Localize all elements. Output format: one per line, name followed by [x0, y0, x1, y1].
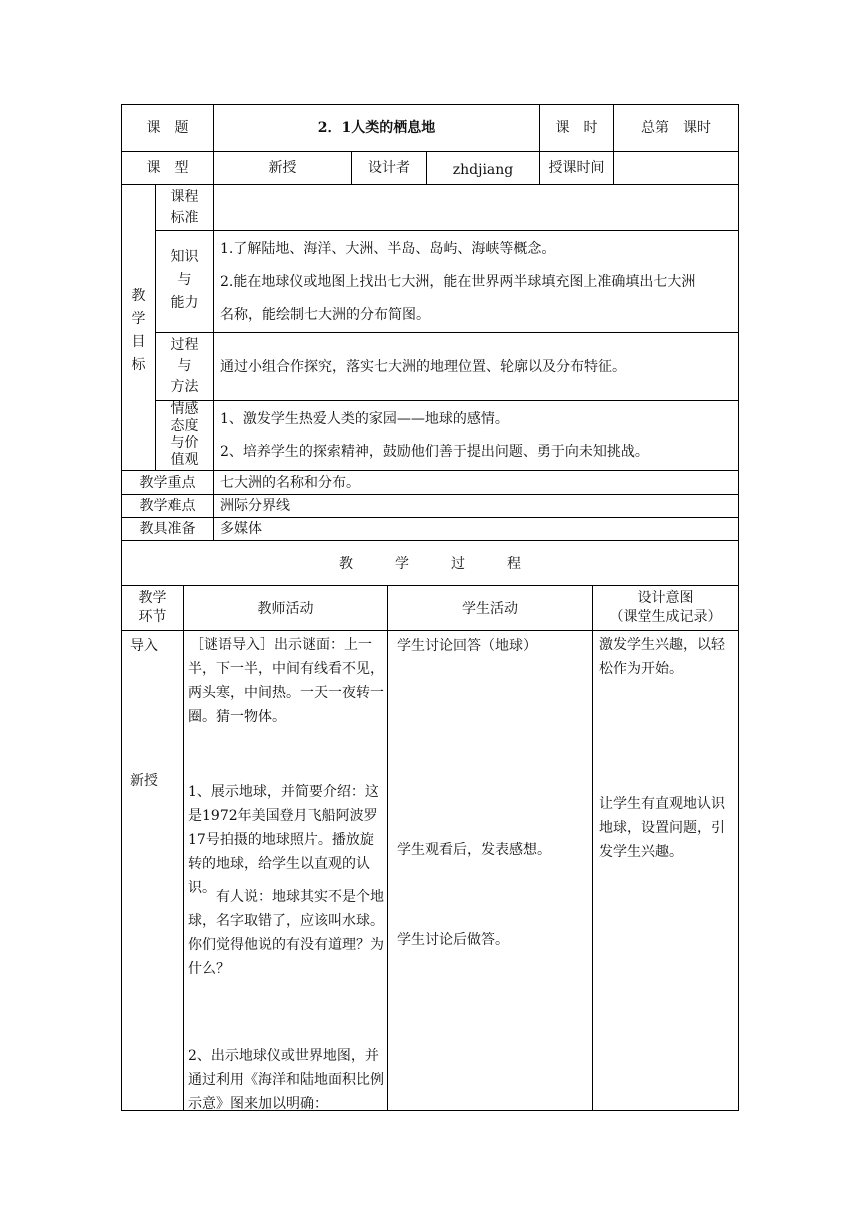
key-point-value: 七大洲的名称和分布。 — [220, 475, 360, 491]
hours-label: 课 时 — [555, 120, 598, 136]
teacher-activity-2: 1、展示地球，并简要介绍：这是1972年美国登月飞船阿波罗17号拍摄的地球照片。播放旋转的地球，给学生以直观的认识。 — [188, 784, 379, 896]
type-label: 课 型 — [146, 160, 189, 176]
knowledge-line-3: 名称，能绘制七大洲的分布简图。 — [220, 307, 430, 323]
row-line — [155, 400, 739, 401]
hours-value: 总第 课时 — [641, 120, 711, 136]
designer-value: zhdjiang — [452, 162, 514, 178]
col-stage-header: 教学 环节 — [138, 590, 167, 625]
col-intent-header: 设计意图 （课堂生成记录） — [609, 590, 722, 625]
topic-label: 课 题 — [146, 120, 189, 136]
knowledge-line-2: 2.能在地球仪或地图上找出七大洲，能在世界两半球填充图上准确填出七大洲 — [220, 274, 696, 290]
difficulty-label: 教学难点 — [139, 498, 196, 514]
col-line — [613, 104, 614, 185]
row-line — [155, 230, 739, 231]
col-student-header: 学生活动 — [462, 601, 518, 617]
topic-value: 2．1人类的栖息地 — [317, 120, 436, 136]
teacher-activity-1: ［谜语导入］出示谜面：上一半，下一半，中间有线看不见，两头寒，中间热。一天一夜转一圈。猜一物体。 — [188, 637, 384, 725]
col-line — [213, 184, 214, 540]
table-border-right — [738, 104, 739, 1111]
row-line — [121, 585, 739, 586]
process-title: 教 学 过 程 — [339, 556, 521, 572]
process-value: 通过小组合作探究，落实七大洲的地理位置、轮廓以及分布特征。 — [220, 359, 626, 375]
col-teacher-header: 教师活动 — [257, 601, 314, 617]
row-line — [121, 517, 739, 518]
design-intent-2: 让学生有直观地认识地球，设置问题，引发学生兴趣。 — [599, 796, 725, 860]
type-value: 新授 — [268, 160, 297, 176]
difficulty-value: 洲际分界线 — [220, 498, 290, 514]
time-label: 授课时间 — [548, 160, 605, 176]
row-line — [121, 494, 739, 495]
student-activity-2: 学生观看后，发表感想。 — [397, 842, 551, 858]
teacher-activity-4: 2、出示地球仪或世界地图，并通过利用《海洋和陆地面积比例示意》图来加以明确： — [188, 1048, 384, 1112]
design-intent-1: 激发学生兴趣，以轻松作为开始。 — [599, 637, 725, 677]
standard-label: 课程 标准 — [170, 189, 199, 226]
student-activity-3: 学生讨论后做答。 — [397, 932, 509, 948]
objectives-label: 教 学 目 标 — [131, 288, 146, 373]
col-line — [592, 585, 593, 1111]
designer-label: 设计者 — [368, 160, 410, 176]
row-line — [155, 332, 739, 333]
row-line — [121, 540, 739, 541]
col-line — [387, 585, 388, 1111]
materials-value: 多媒体 — [220, 521, 262, 537]
emotion-line-1: 1、激发学生热爱人类的家园——地球的感情。 — [220, 411, 509, 427]
col-line — [183, 585, 184, 1111]
key-point-label: 教学重点 — [139, 475, 196, 491]
row-line — [121, 630, 739, 631]
teacher-activity-3: 有人说：地球其实不是个地球，名字取错了，应该叫水球。你们觉得他说的有没有道理？为什么？ — [188, 889, 384, 977]
knowledge-line-1: 1.了解陆地、海洋、大洲、半岛、岛屿、海峡等概念。 — [220, 241, 556, 257]
student-activity-1: 学生讨论回答（地球） — [397, 638, 537, 654]
materials-label: 教具准备 — [139, 521, 196, 537]
process-label: 过程 与 方法 — [170, 337, 199, 395]
emotion-line-2: 2、培养学生的探索精神，鼓励他们善于提出问题、勇于向未知挑战。 — [220, 444, 649, 460]
knowledge-label: 知识 与 能力 — [170, 249, 199, 311]
row-line — [121, 470, 739, 471]
stage-new: 新授 — [130, 773, 158, 789]
stage-intro: 导入 — [130, 638, 158, 654]
emotion-label: 情感 态度 与价 值观 — [170, 401, 199, 468]
